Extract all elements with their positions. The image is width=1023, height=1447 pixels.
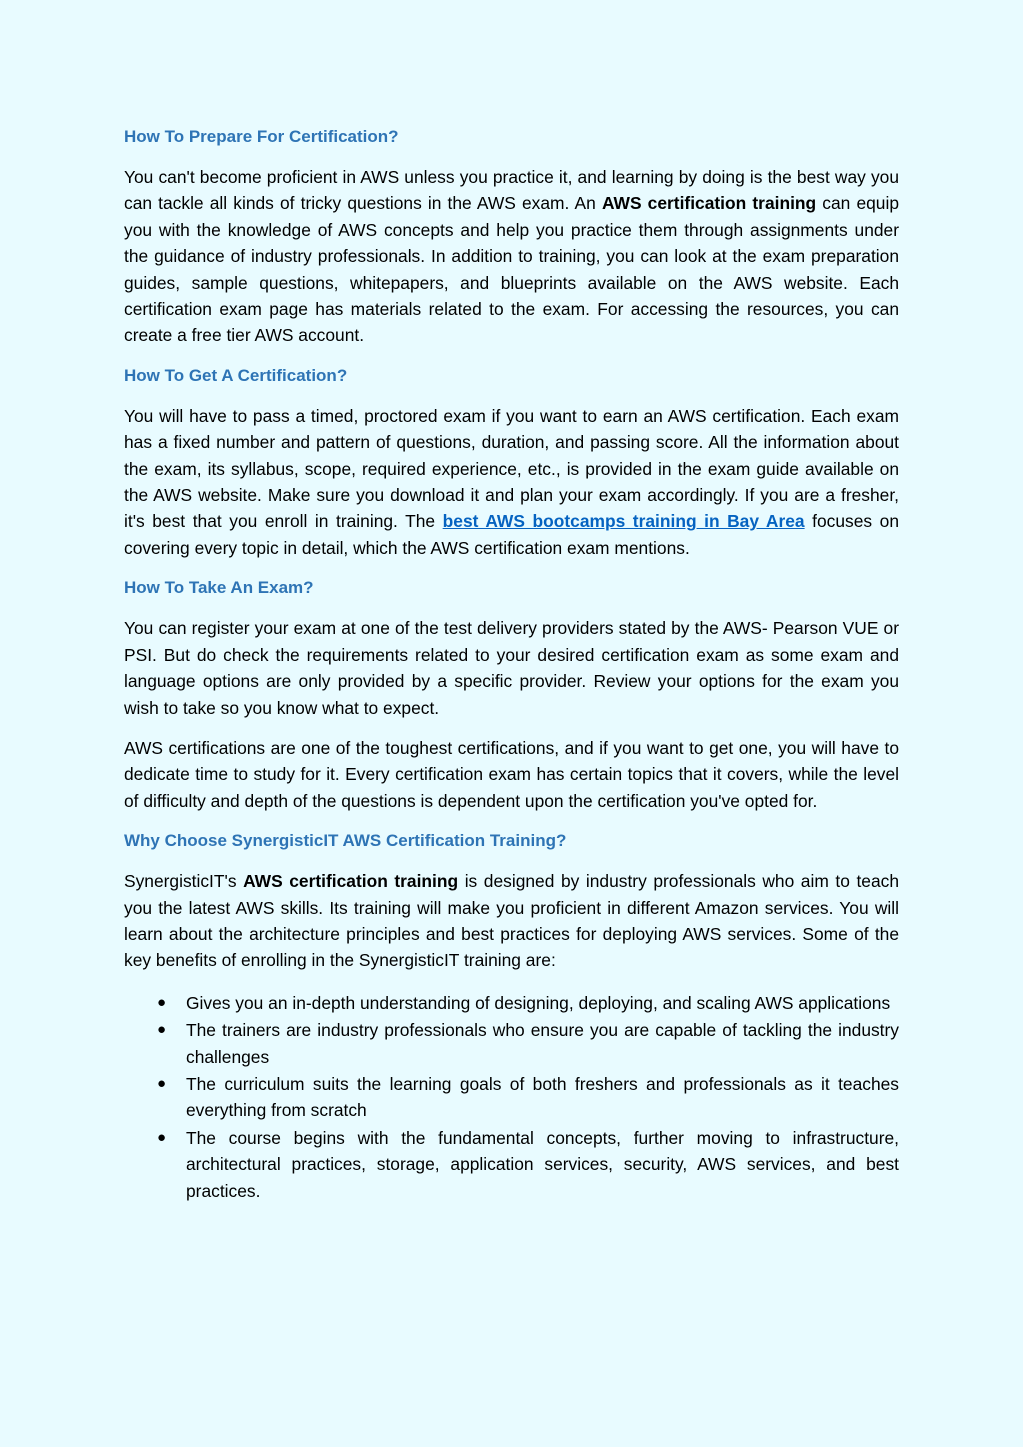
paragraph-take-exam: You can register your exam at one of the test delivery providers stated by the AWS- Pearson VUE or PSI. But do check the requirements related to your desired certification exam as some exam and language options are only provided by a specific provider. Review your options for the exam you wish to take so you know what to expect. (124, 618, 899, 718)
heading-get-certification: How To Get A Certification? (124, 365, 348, 385)
bullet-icon: ● (157, 1128, 167, 1146)
bootcamps-training-link[interactable]: best AWS bootcamps training in Bay Area (442, 511, 805, 532)
list-item-text: Gives you an in-depth understanding of designing, deploying, and scaling AWS applications (186, 992, 891, 1013)
list-item-text: The curriculum suits the learning goals of both freshers and professionals as it teaches everything from scratch (186, 1073, 899, 1121)
list-item (124, 990, 899, 1016)
paragraph-get-certification (124, 403, 899, 561)
paragraph-prepare-certification (124, 164, 899, 349)
heading-take-exam: How To Take An Exam? (124, 578, 314, 598)
paragraph-toughest-certifications: AWS certifications are one of the toughest certifications, and if you want to get one, you will have to dedicate time to study for it. Every certification exam has certain topics that it covers, while the level of difficulty and depth of the questions is dependent upon the certification you've opted for. (124, 737, 899, 811)
list-item-text: The course begins with the fundamental concepts, further moving to infrastructure, architectural practices, storage, application services, security, AWS services, and best practices. (186, 1127, 899, 1201)
bold-text-aws-certification-training: AWS certification training (243, 871, 459, 892)
text-run: can equip you with the knowledge of AWS concepts and help you practice them through assignments under the guidance of industry professionals. In addition to training, you can look at the exam preparation guides, sample questions, whitepapers, and blueprints available on the AWS website. Each certification exam page has materials related to the exam. For accessing the resources, you can create a free tier AWS account. (124, 193, 900, 346)
heading-why-choose-synergisticit: Why Choose SynergisticIT AWS Certification Training? (124, 831, 567, 851)
text-run: focuses on covering every topic in detail, which the AWS certification exam mentions. (124, 511, 899, 558)
bold-text-aws-certification-training: AWS certification training (601, 193, 817, 214)
bullet-icon: ● (157, 993, 167, 1011)
list-item-text: The trainers are industry professionals who ensure you are capable of tackling the industry challenges (186, 1020, 899, 1067)
text-run: You can't become proficient in AWS unless you practice it, and learning by doing is the best way you can tackle all kinds of tricky questions in the AWS exam. An (124, 167, 899, 214)
bullet-icon: ● (157, 1021, 167, 1039)
text-run: SynergisticIT's (124, 871, 244, 892)
text-run: You will have to pass a timed, proctored exam if you want to earn an AWS certification. Each exam has a fixed number and pattern of questions, duration, and passing score. All the information about the exam, its syllabus, scope, required experience, etc., is provided in the exam guide available on the AWS website. Make sure you download it and plan your exam accordingly. If you are a fresher, it's best that you enroll in training. The (124, 405, 899, 532)
bullet-icon: ● (157, 1074, 167, 1092)
list-item (124, 1125, 899, 1204)
document-page (124, 124, 899, 1205)
text-run: is designed by industry professionals who aim to teach you the latest AWS skills. Its training will make you proficient in different Amazon services. You will learn about the architecture principles and best practices for deploying AWS services. Some of the key benefits of enrolling in the SynergisticIT training are: (124, 871, 899, 971)
paragraph-synergisticit-training (124, 868, 899, 974)
benefits-list (124, 990, 899, 1204)
list-item (124, 1071, 899, 1124)
heading-prepare-certification: How To Prepare For Certification? (124, 127, 399, 146)
list-item (124, 1017, 899, 1070)
